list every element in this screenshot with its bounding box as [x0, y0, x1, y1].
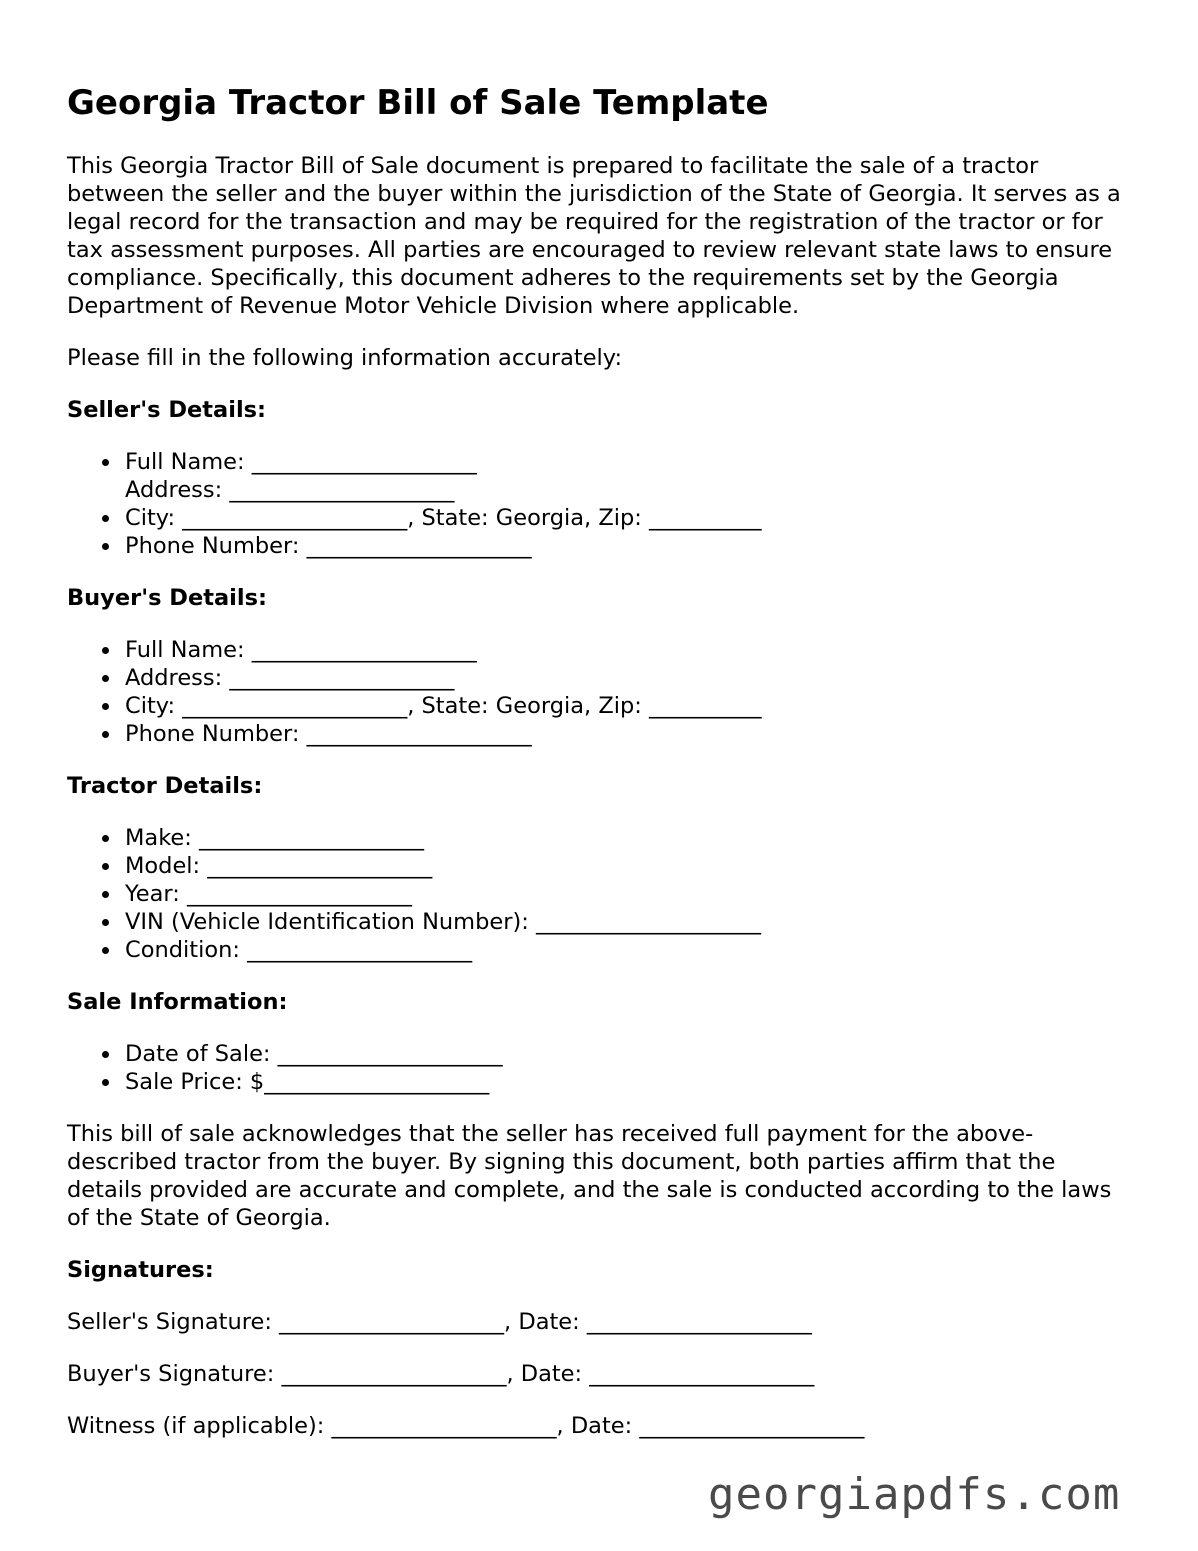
seller-details-heading: Seller's Details: [67, 397, 267, 423]
date-of-sale-field[interactable]: Date of Sale: ____________________ [125, 1040, 1137, 1068]
sale-information-list [67, 1040, 1137, 1096]
tractor-condition-field[interactable]: Condition: ____________________ [125, 936, 1137, 964]
tractor-vin-field[interactable]: VIN (Vehicle Identification Number): ____________________ [125, 908, 1137, 936]
document-title: Georgia Tractor Bill of Sale Template [67, 83, 769, 123]
buyer-details-heading: Buyer's Details: [67, 585, 267, 611]
buyer-city-field[interactable]: City: ____________________, State: Georgia, Zip: __________ [125, 692, 1137, 720]
buyer-full-name-field[interactable]: Full Name: ____________________ [125, 636, 1137, 664]
buyer-phone-field[interactable]: Phone Number: ____________________ [125, 720, 1137, 748]
tractor-details-list [67, 824, 1137, 964]
sale-information-heading: Sale Information: [67, 989, 288, 1015]
watermark-text: georgiapdfs.com [708, 1469, 1121, 1520]
tractor-year-field[interactable]: Year: ____________________ [125, 880, 1137, 908]
intro-paragraph: This Georgia Tractor Bill of Sale document is prepared to facilitate the sale of a tractor between the seller and the buyer within the jurisdiction of the State of Georgia. It serves as a legal record for the transaction and may be required for the registration of the tractor or for tax assessment purposes. All parties are encouraged to review relevant state laws to ensure compliance. Specifically, this document adheres to the requirements set by the Georgia Department of Revenue Motor Vehicle Division where applicable. [67, 153, 1121, 319]
signatures-heading: Signatures: [67, 1257, 214, 1283]
sale-price-field[interactable]: Sale Price: $____________________ [125, 1068, 1137, 1096]
seller-city-field[interactable]: City: ____________________, State: Georgia, Zip: __________ [125, 504, 1137, 532]
witness-signature-line[interactable]: Witness (if applicable): ____________________, Date: ____________________ [67, 1413, 865, 1439]
buyer-details-list [67, 636, 1137, 748]
tractor-make-field[interactable]: Make: ____________________ [125, 824, 1137, 852]
seller-full-name-field[interactable]: Full Name: ____________________ [125, 448, 1137, 476]
acknowledgement-paragraph: This bill of sale acknowledges that the seller has received full payment for the above-described tractor from the buyer. By signing this document, both parties affirm that the details provided are accurate and complete, and the sale is conducted according to the laws of the State of Georgia. [67, 1121, 1112, 1231]
document-page [67, 78, 1137, 1464]
tractor-details-heading: Tractor Details: [67, 773, 263, 799]
seller-address-field[interactable]: Address: ____________________ [125, 477, 455, 503]
seller-details-list [67, 448, 1137, 560]
seller-phone-field[interactable]: Phone Number: ____________________ [125, 532, 1137, 560]
buyer-signature-line[interactable]: Buyer's Signature: ____________________, Date: ____________________ [67, 1361, 815, 1387]
instruction-text: Please fill in the following information accurately: [67, 345, 623, 371]
buyer-address-field[interactable]: Address: ____________________ [125, 664, 1137, 692]
seller-signature-line[interactable]: Seller's Signature: ____________________, Date: ____________________ [67, 1309, 812, 1335]
tractor-model-field[interactable]: Model: ____________________ [125, 852, 1137, 880]
